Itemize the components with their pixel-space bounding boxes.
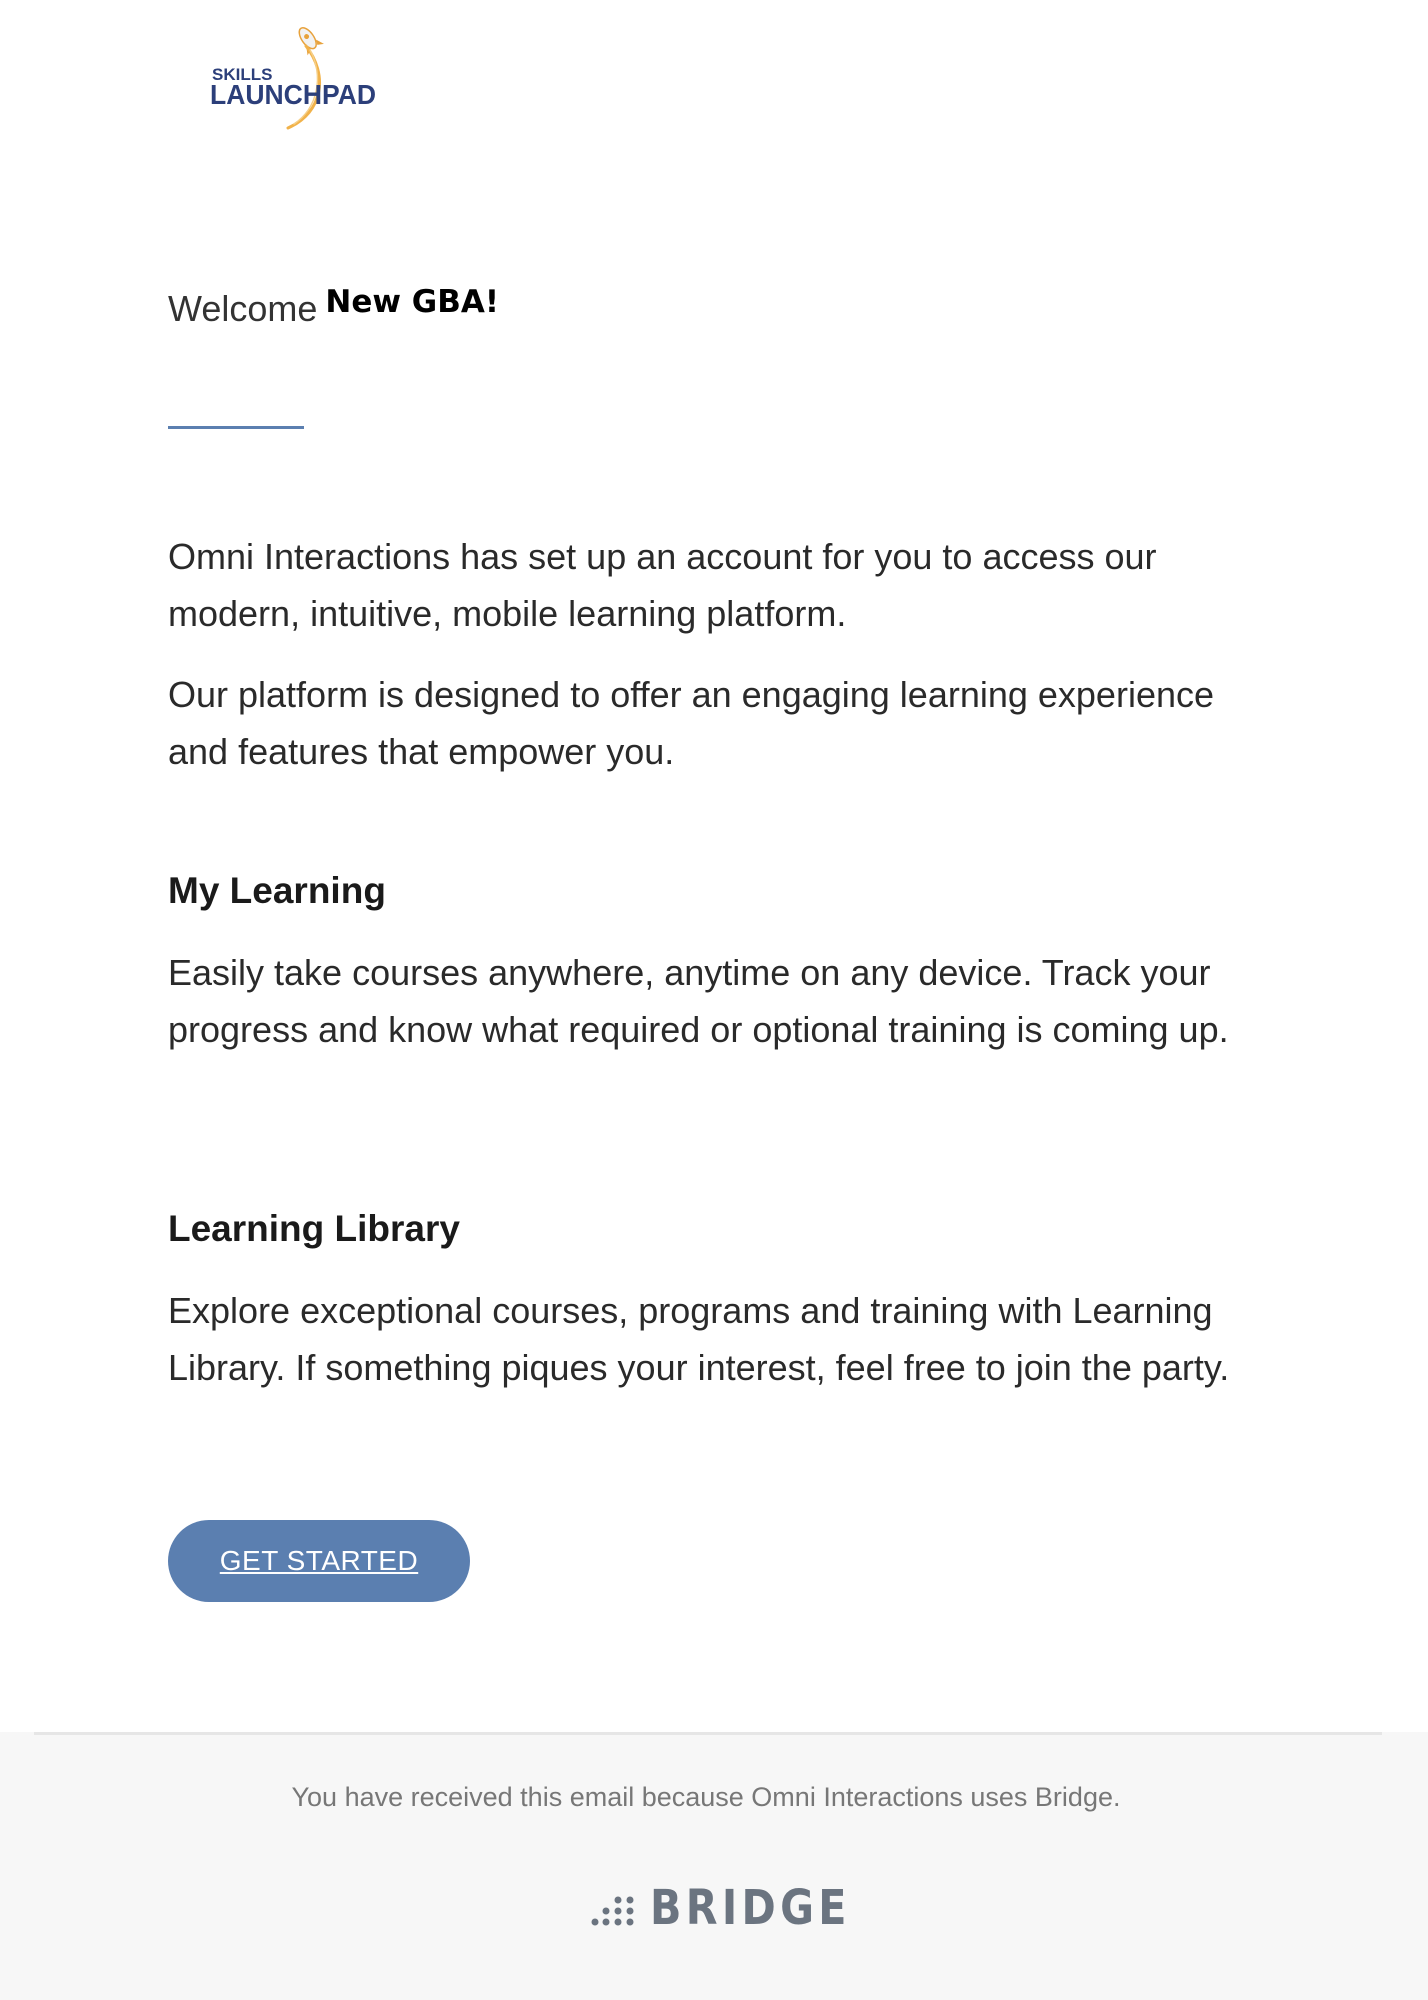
bridge-dots-icon xyxy=(590,1888,636,1928)
skills-launchpad-logo xyxy=(206,24,386,134)
section-body-learning-library: Explore exceptional courses, programs and training with Learning Library. If something piques your interest, feel free to join the party. xyxy=(168,1290,1230,1388)
email-footer xyxy=(0,1732,1428,2000)
get-started-button[interactable]: GET STARTED xyxy=(168,1520,470,1602)
footer-divider xyxy=(34,1732,1382,1735)
svg-text:SKILLS: SKILLS xyxy=(212,65,273,84)
bridge-wordmark: BRIDGE xyxy=(650,1880,851,1936)
section-body-my-learning: Easily take courses anywhere, anytime on any device. Track your progress and know what required or optional training is coming up. xyxy=(168,952,1229,1050)
heading-divider xyxy=(168,426,304,429)
welcome-heading xyxy=(168,284,499,330)
footer-notice: You have received this email because Omni Interactions uses Bridge. xyxy=(291,1782,1121,1812)
bridge-logo xyxy=(590,1880,883,1936)
recipient-name: New GBA! xyxy=(325,284,499,320)
svg-text:LAUNCHPAD: LAUNCHPAD xyxy=(210,79,376,110)
section-heading-my-learning: My Learning xyxy=(168,870,386,911)
intro-paragraph-2: Our platform is designed to offer an engaging learning experience and features that empower you. xyxy=(168,674,1215,772)
welcome-greeting: Welcome xyxy=(168,288,318,329)
section-heading-learning-library: Learning Library xyxy=(168,1208,460,1249)
intro-paragraph-1: Omni Interactions has set up an account for you to access our modern, intuitive, mobile learning platform. xyxy=(168,536,1157,634)
